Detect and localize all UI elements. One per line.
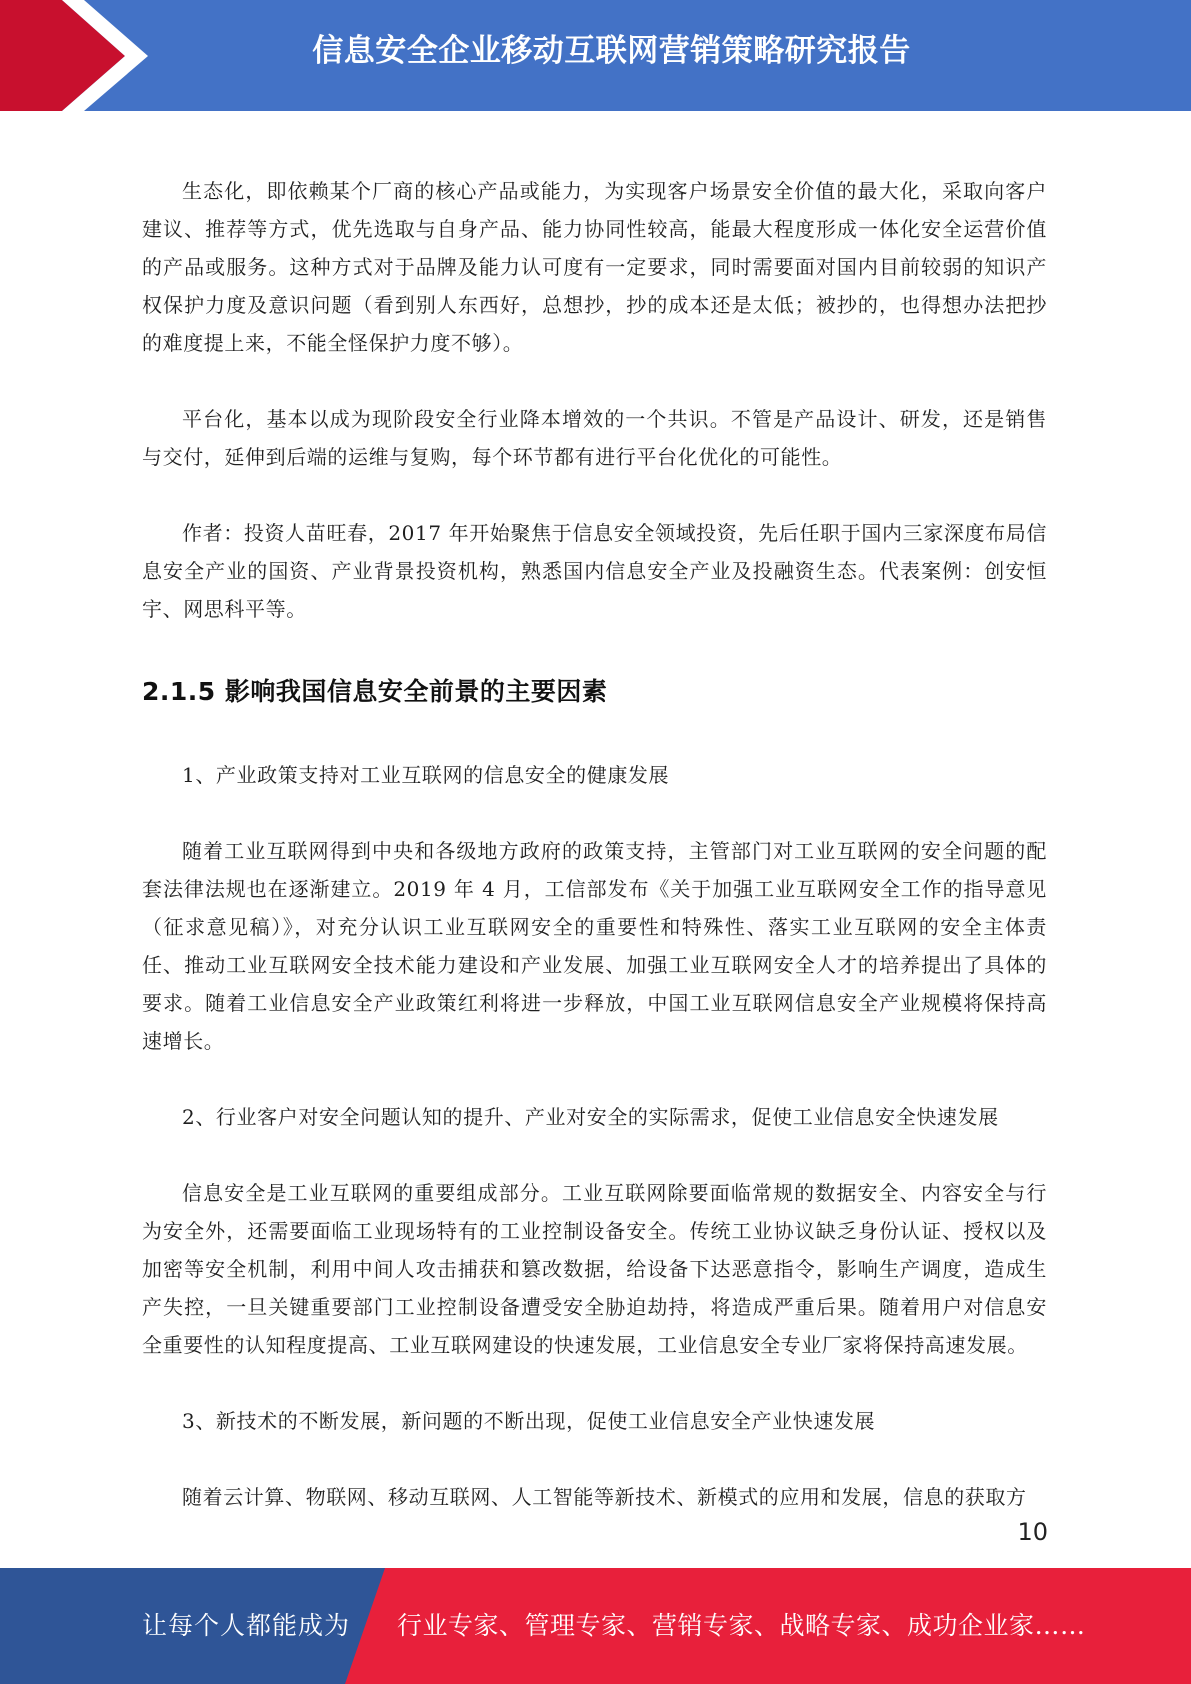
- factor-2-body: 信息安全是工业互联网的重要组成部分。工业互联网除要面临常规的数据安全、内容安全与行为安全外，还需要面临工业现场特有的工业控制设备安全。传统工业协议缺乏身份认证、授权以及加密等安全机制，利用中间人攻击捕获和篡改数据，给设备下达恶意指令，影响生产调度，造成生产失控，一旦关键重要部门工业控制设备遭受安全胁迫劫持，将造成严重后果。随着用户对信息安全重要性的认知程度提高、工业互联网建设的快速发展，工业信息安全专业厂家将保持高速发展。: [142, 1181, 1047, 1357]
- factor-1-body: 随着工业互联网得到中央和各级地方政府的政策支持，主管部门对工业互联网的安全问题的配套法律法规也在逐渐建立。2019 年 4 月，工信部发布《关于加强工业互联网安全工作的指导意见（征求意见稿）》，对充分认识工业互联网安全的重要性和特殊性、落实工业互联网的安全主体责任、推动工业互联网安全技术能力建设和产业发展、加强工业互联网安全人才的培养提出了具体的要求。随着工业信息安全产业政策红利将进一步释放，中国工业互联网信息安全产业规模将保持高速增长。: [142, 839, 1047, 1053]
- paragraph-author: 作者：投资人苗旺春，2017 年开始聚焦于信息安全领域投资，先后任职于国内三家深度布局信息安全产业的国资、产业背景投资机构，熟悉国内信息安全产业及投融资生态。代表案例：创安恒宇、网思科平等。: [142, 521, 1047, 621]
- document-body: [142, 172, 1047, 1516]
- paragraph-ecosystem: 生态化，即依赖某个厂商的核心产品或能力，为实现客户场景安全价值的最大化，采取向客户建议、推荐等方式，优先选取与自身产品、能力协同性较高，能最大程度形成一体化安全运营价值的产品或服务。这种方式对于品牌及能力认可度有一定要求，同时需要面对国内目前较弱的知识产权保护力度及意识问题（看到别人东西好，总想抄，抄的成本还是太低；被抄的，也得想办法把抄的难度提上来，不能全怪保护力度不够）。: [142, 179, 1047, 355]
- factor-2-title: 2、行业客户对安全问题认知的提升、产业对安全的实际需求，促使工业信息安全快速发展: [182, 1105, 999, 1129]
- factor-3-title: 3、新技术的不断发展，新问题的不断出现，促使工业信息安全产业快速发展: [182, 1409, 876, 1433]
- footer-slogan-left: 让每个人都能成为: [142, 1611, 351, 1640]
- report-title: 信息安全企业移动互联网营销策略研究报告: [312, 33, 911, 69]
- page-number: 10: [1017, 1518, 1048, 1546]
- page-header: [0, 0, 1191, 111]
- section-heading: 2.1.5 影响我国信息安全前景的主要因素: [142, 677, 608, 706]
- factor-1-title: 1、产业政策支持对工业互联网的信息安全的健康发展: [182, 763, 670, 787]
- footer-slogan-right: 行业专家、管理专家、营销专家、战略专家、成功企业家……: [397, 1611, 1086, 1640]
- page-footer: [0, 1568, 1191, 1684]
- factor-3-body: 随着云计算、物联网、移动互联网、人工智能等新技术、新模式的应用和发展，信息的获取方: [182, 1485, 1027, 1509]
- paragraph-platform: 平台化，基本以成为现阶段安全行业降本增效的一个共识。不管是产品设计、研发，还是销售与交付，延伸到后端的运维与复购，每个环节都有进行平台化优化的可能性。: [142, 407, 1047, 469]
